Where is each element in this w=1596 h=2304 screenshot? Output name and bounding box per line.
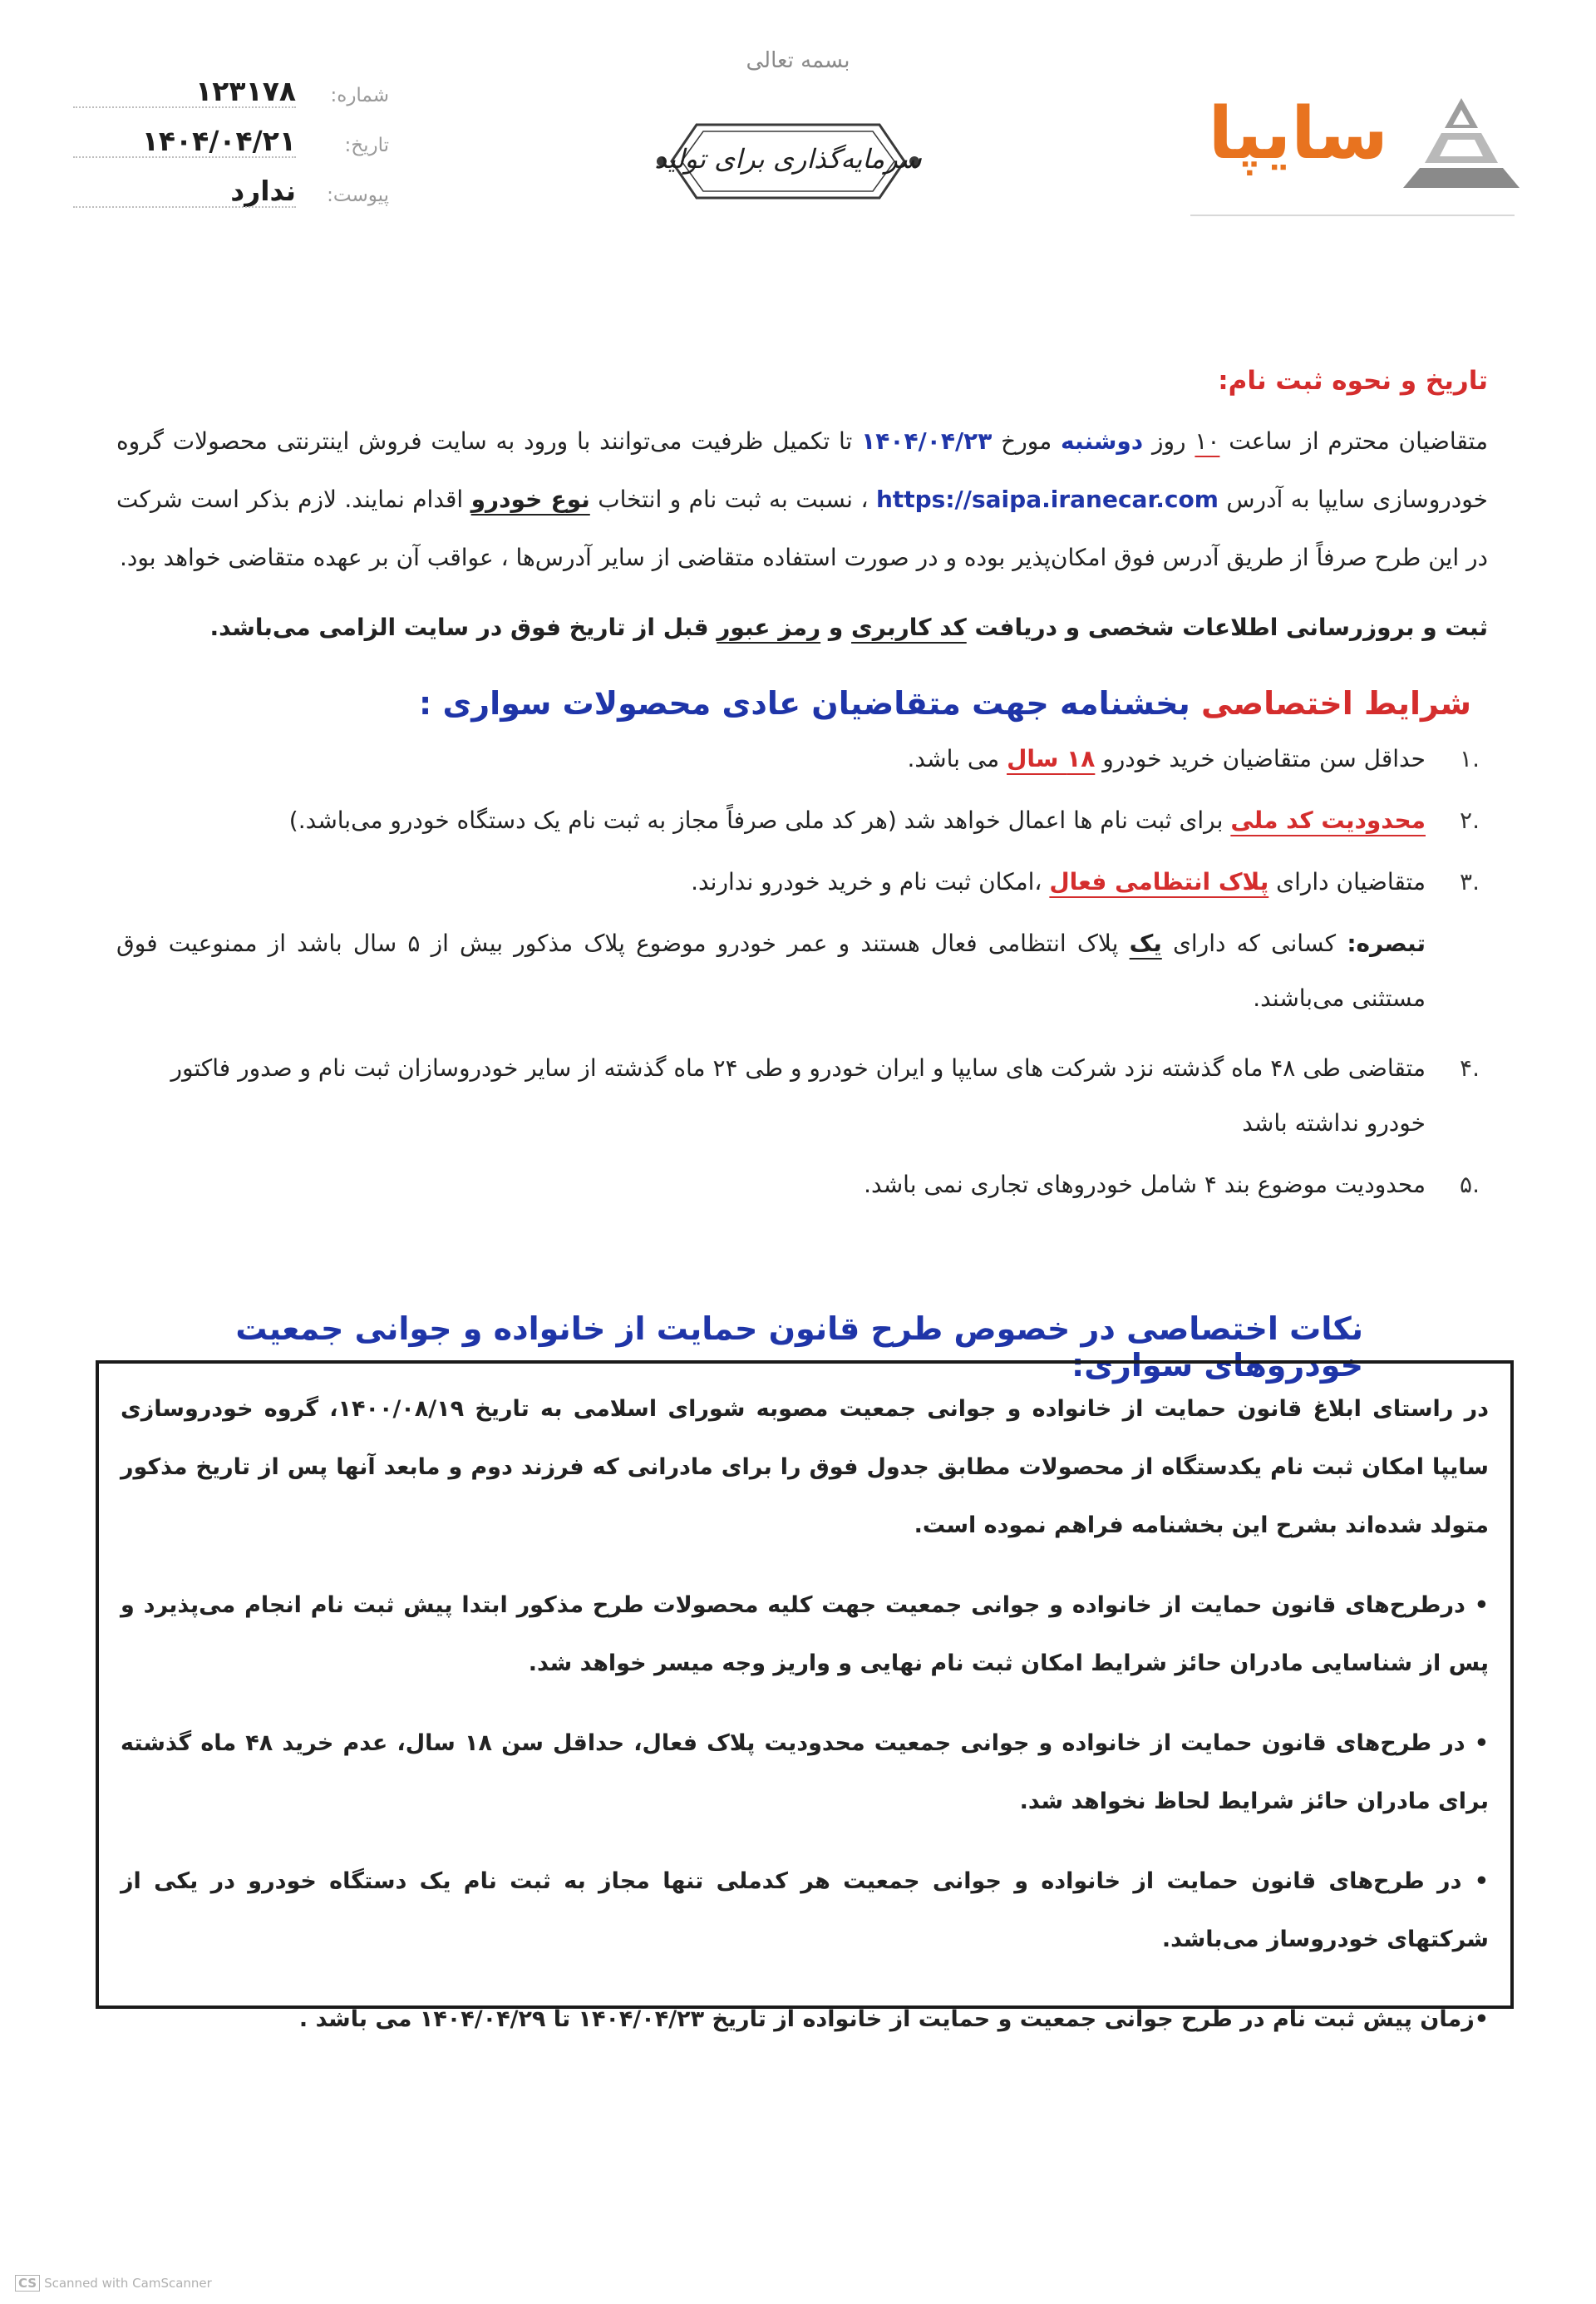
bismillah-header: بسمه تعالی xyxy=(746,48,850,73)
letter-body xyxy=(116,366,1488,1384)
letter-number-row xyxy=(73,75,389,116)
notes-intro: در راستای ابلاغ قانون حمایت از خانواده و جوانی جمعیت مصوبه شورای اسلامی به تاریخ ۱۴۰۰/۰۸/۱۹، گروه خودروسازی سایپا امکان ثبت نام یکدستگاه از محصولات مطابق جدول فوق را برای مادرانی که فرزند دوم و مابعد آنها پس از تاریخ مذکور متولد شده‌اند بشرح این بخشنامه فراهم نموده است. xyxy=(121,1396,1490,1538)
attachment-value: ندارد xyxy=(230,175,296,207)
saipa-logo-text: سایپا xyxy=(1208,92,1388,175)
registration-title: تاریخ و نحوه ثبت نام: xyxy=(1218,366,1488,396)
conditions-list xyxy=(116,732,1488,910)
list-item: .۳ متقاضیان دارای پلاک انتظامی فعال ،امکان ثبت نام و خرید خودرو ندارند. xyxy=(691,868,1480,895)
letter-number-value: ۱۲۳۱۷۸ xyxy=(195,75,296,107)
start-day: دوشنبه xyxy=(1061,427,1144,455)
attachment-row xyxy=(73,175,389,216)
list-item: .۱ حداقل سن متقاضیان خرید خودرو ۱۸ سال می باشد. xyxy=(907,745,1480,772)
active-plate: پلاک انتظامی فعال xyxy=(1049,868,1269,895)
dotted-line xyxy=(73,106,296,108)
list-item: .۲ محدودیت کد ملی برای ثبت نام ها اعمال خواهد شد (هر کد ملی صرفاً مجاز به ثبت نام یک دستگاه خودرو می‌باشد.) xyxy=(288,807,1480,834)
slogan-text: سرمایه‌گذاری برای تولید xyxy=(654,143,922,175)
registration-paragraph: متقاضیان محترم از ساعت ۱۰ روز دوشنبه مورخ ۱۴۰۴/۰۴/۲۳ تا تکمیل ظرفیت می‌توانند با ورود به سایت فروش اینترنتی محصولات گروه خودروسازی سایپا به آدرس https://saipa.iranecar.com ، نسبت به ثبت نام و انتخاب نوع خودرو اقدام نمایند. لازم بذکر است شرکت در این طرح صرفاً از طریق آدرس فوق امکان‌پذیر بوده و در صورت استفاده متقاضی از سایر آدرس‌ها ، عواقب آن بر عهده متقاضی خواهد بود. xyxy=(116,427,1488,571)
dotted-line xyxy=(73,156,296,158)
family-plan-notes-box xyxy=(96,1360,1514,2032)
scanner-text: Scanned with CamScanner xyxy=(44,2276,212,2291)
letter-date-row xyxy=(73,125,389,166)
scanner-badge: CS xyxy=(15,2275,40,2292)
exception-note: تبصره: کسانی که دارای یک پلاک انتظامی فعال هستند و عمر خودرو موضوع پلاک مذکور بیش از ۵ سال باشد از ممنوعیت فوق مستثنی می‌باشند. xyxy=(116,930,1426,1012)
list-item: •زمان پیش ثبت نام در طرح جوانی جمعیت و حمایت از خانواده از تاریخ ۱۴۰۴/۰۴/۲۳ تا ۱۴۰۴/۰۴/۲۹ می باشد . xyxy=(298,2006,1489,2032)
list-item: .۵ محدودیت موضوع بند ۴ شامل خودروهای تجاری نمی باشد. xyxy=(864,1171,1480,1198)
list-item: • در طرح‌های قانون حمایت از خانواده و جوانی جمعیت محدودیت پلاک فعال، حداقل سن ۱۸ سال، عدم خرید ۴۸ ماه گذشته برای مادران حائز شرایط لحاظ نخواهد شد. xyxy=(121,1730,1490,1814)
conditions-title: شرایط اختصاصی بخشنامه جهت متقاضیان عادی محصولات سواری : xyxy=(419,685,1471,722)
account-requirement-paragraph: ثبت و بروزرسانی اطلاعات شخصی و دریافت کد کاربری و رمز عبور قبل از تاریخ فوق در سایت الزامی می‌باشد. xyxy=(209,614,1488,641)
start-hour: ۱۰ xyxy=(1195,427,1220,455)
letter-number-label: شماره: xyxy=(330,85,389,106)
start-date: ۱۴۰۴/۰۴/۲۳ xyxy=(861,427,993,455)
password-term: رمز عبور xyxy=(717,614,821,641)
national-id-limit: محدودیت کد ملی xyxy=(1230,807,1426,834)
slogan-emblem xyxy=(638,115,938,208)
attachment-label: پیوست: xyxy=(327,185,389,206)
conditions-list-continued xyxy=(116,1041,1488,1212)
list-item: • در طرح‌های قانون حمایت از خانواده و جوانی جمعیت هر کدملی تنها مجاز به ثبت نام یک دستگاه خودرو در یکی از شرکتهای خودروساز می‌باشد. xyxy=(121,1868,1489,1952)
saipa-logo-icon xyxy=(1395,91,1528,191)
car-type-term: نوع خودرو xyxy=(470,486,590,513)
username-term: کد کاربری xyxy=(851,614,967,641)
letter-date-value: ۱۴۰۴/۰۴/۲۱ xyxy=(141,125,296,157)
list-item: • درطرح‌های قانون حمایت از خانواده و جوانی جمعیت جهت کلیه محصولات طرح مذکور ابتدا پیش ثبت نام انجام می‌پذیرد و پس از شناسایی مادران حائز شرایط امکان ثبت نام نهایی و واریز وجه میسر خواهد شد. xyxy=(121,1592,1489,1676)
logo-divider xyxy=(1190,215,1515,216)
min-age: ۱۸ سال xyxy=(1007,745,1096,772)
letter-date-label: تاریخ: xyxy=(344,135,389,156)
scanner-watermark xyxy=(15,2275,212,2292)
sales-site-link[interactable]: https://saipa.iranecar.com xyxy=(875,486,1219,513)
dotted-line xyxy=(73,206,296,208)
list-item: .۴ متقاضی طی ۴۸ ماه گذشته نزد شرکت های سایپا و ایران خودرو و طی ۲۴ ماه گذشته از سایر خودروسازان ثبت نام و صدور فاکتور خودرو نداشته باشد xyxy=(170,1054,1480,1137)
family-plan-title: نکات اختصاصی در خصوص طرح قانون حمایت از خانواده و جوانی جمعیت خودروهای سواری: xyxy=(235,1310,1363,1384)
